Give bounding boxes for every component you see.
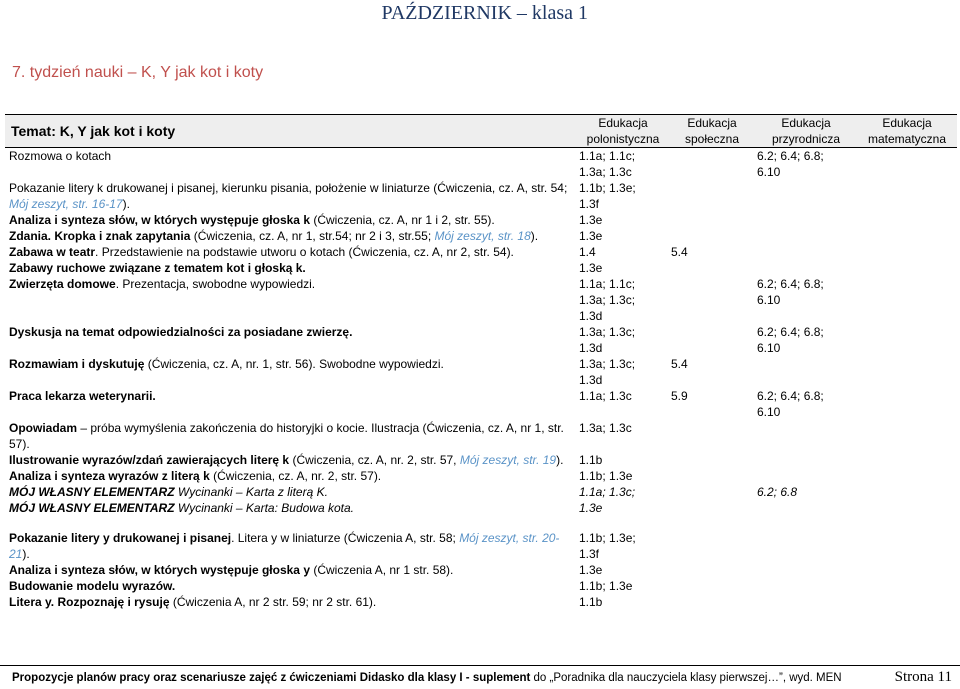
curriculum-code: 1.3d [579,373,603,387]
activity-text: – próba wymyślenia zakończenia do historyjki o kocie. Ilustracja (Ćwiczenia, cz. A, nr 1, str. 57). [9,421,564,451]
curriculum-code: 1.3f [579,197,600,211]
activity-text: Ilustrowanie wyrazów/zdań zawierających literę k [9,453,290,467]
page-footer [0,665,960,689]
edu-matematyczna-cell [857,500,957,516]
activity-text: MÓJ WŁASNY ELEMENTARZ [9,485,175,499]
activity-cell [5,324,577,356]
edu-spoleczna-cell [669,594,755,610]
edu-spoleczna-cell [669,388,755,420]
edu-matematyczna-cell [857,260,957,276]
edu-spoleczna-cell [669,180,755,212]
edu-przyrodnicza-cell [755,500,857,516]
activity-text: MÓJ WŁASNY ELEMENTARZ [9,501,175,515]
activity-text: Zabawa w teatr [9,245,96,259]
activity-text: (Ćwiczenia, cz. A, nr. 1, str. 56). Swobodne wypowiedzi. [144,357,444,371]
activity-text: Rozmawiam i dyskutuję [9,357,145,371]
table-row [5,452,957,468]
activity-cell [5,516,577,530]
table-row [5,468,957,484]
edu-przyrodnicza-cell [755,516,857,530]
curriculum-code: 1.1a; 1.1c; [579,277,636,291]
activity-text: (Ćwiczenia A, nr 2 str. 59; nr 2 str. 61). [169,595,377,609]
edu-polonistyczna-cell [577,148,669,181]
table-spacer-row [5,516,957,530]
edu-spoleczna-cell [669,228,755,244]
activity-text: (Ćwiczenia, cz. A, nr. 2, str. 57). [209,469,382,483]
edu-przyrodnicza-cell [755,244,857,260]
edu-polonistyczna-cell [577,578,669,594]
edu-spoleczna-cell [669,244,755,260]
activity-text: . Przedstawienie na podstawie utworu o kotach (Ćwiczenia, cz. A, nr 2, str. 54). [95,245,514,259]
table-body [5,148,957,611]
edu-polonistyczna-cell [577,484,669,500]
curriculum-code: 6.2; 6.4; 6.8; [757,277,824,291]
activity-text: . Litera y w liniaturze (Ćwiczenia A, str. 58; [231,531,460,545]
curriculum-code: 1.1b [579,453,603,467]
footer-text-rest: do „Poradnika dla nauczyciela klasy pierwszej…”, wyd. MEN [530,672,842,684]
edu-przyrodnicza-cell [755,594,857,610]
activity-cell [5,276,577,324]
table-row [5,388,957,420]
curriculum-code: 5.4 [671,245,688,259]
curriculum-code: 1.1a; 1.3c; [579,485,636,499]
activity-text: Zabawy ruchowe związane z tematem kot i głoską k. [9,261,306,275]
curriculum-code: 5.4 [671,357,688,371]
edu-spoleczna-cell [669,452,755,468]
curriculum-code: 1.1b; 1.3e [579,579,633,593]
edu-polonistyczna-cell [577,420,669,452]
activity-text: (Ćwiczenia A, nr 1 str. 58). [310,563,454,577]
curriculum-code: 1.3a; 1.3c; [579,293,636,307]
activity-cell [5,468,577,484]
table-row [5,180,957,212]
activity-text: Zdania. Kropka i znak zapytania [9,229,191,243]
week-title: 7. tydzień nauki – K, Y jak kot i koty [12,64,264,81]
edu-polonistyczna-cell [577,500,669,516]
activity-text: ). [22,547,30,561]
table-row [5,484,957,500]
edu-spoleczna-cell [669,578,755,594]
activity-text: Wycinanki – Karta: Budowa kota. [174,501,354,515]
edu-matematyczna-cell [857,452,957,468]
col-header-polonistyczna: Edukacja polonistyczna [577,115,669,148]
table-row [5,228,957,244]
activity-cell [5,228,577,244]
edu-matematyczna-cell [857,228,957,244]
edu-polonistyczna-cell [577,562,669,578]
curriculum-code: 1.3a; 1.3c; [579,357,636,371]
col-header-matematyczna: Edukacja matematyczna [857,115,957,148]
curriculum-code: 6.10 [757,405,781,419]
curriculum-code: 1.3a; 1.3c [579,421,632,435]
activity-text: Analiza i synteza słów, w których występuje głoska k [9,213,310,227]
edu-spoleczna-cell [669,148,755,181]
curriculum-code: 1.3a; 1.3c [579,165,632,179]
edu-przyrodnicza-cell [755,148,857,181]
table-row [5,276,957,324]
edu-przyrodnicza-cell [755,324,857,356]
topic-heading: Temat: K, Y jak kot i koty [5,115,577,148]
activity-text: (Ćwiczenia, cz. A, nr. 2, str. 57, [289,453,460,467]
edu-przyrodnicza-cell [755,484,857,500]
activity-text: Pokazanie litery k drukowanej i pisanej, kierunku pisania, położenie w liniaturze (Ćwiczenia, cz. A, str. 54; [9,181,568,195]
edu-przyrodnicza-cell [755,388,857,420]
activity-text: Litera y. Rozpoznaję i rysuję [9,595,170,609]
activity-cell [5,180,577,212]
table-row [5,594,957,610]
curriculum-code: 1.3e [579,213,603,227]
edu-przyrodnicza-cell [755,452,857,468]
edu-polonistyczna-cell [577,356,669,388]
activity-text: Zwierzęta domowe [9,277,116,291]
curriculum-code: 6.2; 6.8 [757,485,798,499]
activity-text: Praca lekarza weterynarii. [9,389,156,403]
activity-text: Pokazanie litery y drukowanej i pisanej [9,531,232,545]
curriculum-code: 1.4 [579,245,596,259]
footer-page-number: Strona 11 [894,669,952,685]
edu-polonistyczna-cell [577,530,669,562]
edu-przyrodnicza-cell [755,356,857,388]
activity-text: Analiza i synteza słów, w których występuje głoska y [9,563,310,577]
table-row [5,244,957,260]
table-row [5,420,957,452]
activity-text: (Ćwiczenia, cz. A, nr 1, str.54; nr 2 i 3, str.55; [190,229,435,243]
curriculum-code: 1.1a; 1.1c; [579,149,636,163]
edu-spoleczna-cell [669,260,755,276]
curriculum-code: 1.1b [579,595,603,609]
edu-przyrodnicza-cell [755,468,857,484]
curriculum-code: 1.3e [579,261,603,275]
table-row [5,500,957,516]
edu-matematyczna-cell [857,180,957,212]
col-header-spoleczna: Edukacja społeczna [669,115,755,148]
edu-matematyczna-cell [857,388,957,420]
edu-matematyczna-cell [857,212,957,228]
edu-przyrodnicza-cell [755,420,857,452]
edu-matematyczna-cell [857,530,957,562]
curriculum-code: 6.2; 6.4; 6.8; [757,149,824,163]
edu-matematyczna-cell [857,578,957,594]
table-row [5,562,957,578]
col-header-przyrodnicza: Edukacja przyrodnicza [755,115,857,148]
edu-polonistyczna-cell [577,594,669,610]
activity-text: ). [530,229,539,243]
edu-matematyczna-cell [857,562,957,578]
activity-text: Rozmowa o kotach [9,149,112,163]
page-header-title: PAŹDZIERNIK – klasa 1 [381,2,588,24]
activity-text: Opowiadam [9,421,78,435]
activity-cell [5,244,577,260]
edu-polonistyczna-cell [577,468,669,484]
edu-spoleczna-cell [669,212,755,228]
curriculum-code: 6.10 [757,165,781,179]
edu-spoleczna-cell [669,420,755,452]
curriculum-code: 5.9 [671,389,688,403]
edu-matematyczna-cell [857,244,957,260]
curriculum-code: 1.3f [579,547,600,561]
table-row [5,356,957,388]
edu-matematyczna-cell [857,516,957,530]
edu-polonistyczna-cell [577,452,669,468]
curriculum-code: 6.10 [757,341,781,355]
table-row [5,324,957,356]
activity-text: Mój zeszyt, str. 20-21 [9,531,560,561]
activity-text: Analiza i synteza wyrazów z literą k [9,469,210,483]
activity-text: . Prezentacja, swobodne wypowiedzi. [115,277,316,291]
edu-spoleczna-cell [669,516,755,530]
activity-cell [5,260,577,276]
curriculum-code: 1.3e [579,229,603,243]
edu-przyrodnicza-cell [755,562,857,578]
edu-przyrodnicza-cell [755,228,857,244]
activity-cell [5,388,577,420]
table-row [5,578,957,594]
edu-polonistyczna-cell [577,244,669,260]
activity-cell [5,562,577,578]
activity-cell [5,500,577,516]
edu-matematyczna-cell [857,148,957,181]
activity-text: ). [556,453,564,467]
edu-matematyczna-cell [857,468,957,484]
curriculum-code: 6.2; 6.4; 6.8; [757,325,824,339]
edu-matematyczna-cell [857,276,957,324]
edu-polonistyczna-cell [577,516,669,530]
activity-text: Mój zeszyt, str. 16-17 [9,197,123,211]
edu-matematyczna-cell [857,594,957,610]
curriculum-code: 1.1b; 1.3e; [579,181,636,195]
table-row [5,148,957,181]
edu-polonistyczna-cell [577,180,669,212]
edu-spoleczna-cell [669,530,755,562]
table-row [5,530,957,562]
edu-spoleczna-cell [669,484,755,500]
edu-spoleczna-cell [669,356,755,388]
curriculum-code: 6.2; 6.4; 6.8; [757,389,824,403]
activity-cell [5,484,577,500]
edu-przyrodnicza-cell [755,260,857,276]
edu-polonistyczna-cell [577,212,669,228]
curriculum-code: 1.3d [579,341,603,355]
curriculum-code: 1.1b; 1.3e; [579,531,636,545]
curriculum-code: 1.3e [579,563,603,577]
edu-spoleczna-cell [669,324,755,356]
activity-text: Mój zeszyt, str. 19 [459,453,557,467]
edu-przyrodnicza-cell [755,212,857,228]
table-row [5,260,957,276]
footer-text [12,672,842,684]
activity-cell [5,212,577,228]
curriculum-code: 1.3a; 1.3c; [579,325,636,339]
edu-przyrodnicza-cell [755,530,857,562]
activity-text: Dyskusja na temat odpowiedzialności za posiadane zwierzę. [9,325,353,339]
edu-spoleczna-cell [669,276,755,324]
edu-przyrodnicza-cell [755,180,857,212]
activity-cell [5,148,577,181]
edu-polonistyczna-cell [577,388,669,420]
edu-matematyczna-cell [857,420,957,452]
activity-text: Wycinanki – Karta z literą K. [174,485,328,499]
edu-spoleczna-cell [669,562,755,578]
activity-text: Mój zeszyt, str. 18 [434,229,531,243]
table-header-row [5,115,957,148]
activity-text: ). [122,197,130,211]
curriculum-code: 6.10 [757,293,781,307]
lesson-plan-table [5,114,957,610]
edu-przyrodnicza-cell [755,276,857,324]
edu-spoleczna-cell [669,500,755,516]
edu-matematyczna-cell [857,356,957,388]
curriculum-code: 1.3e [579,501,603,515]
activity-text: (Ćwiczenia, cz. A, nr 1 i 2, str. 55). [310,213,495,227]
curriculum-code: 1.1b; 1.3e [579,469,633,483]
edu-spoleczna-cell [669,468,755,484]
activity-text: Budowanie modelu wyrazów. [9,579,176,593]
edu-matematyczna-cell [857,484,957,500]
edu-matematyczna-cell [857,324,957,356]
footer-text-bold: Propozycje planów pracy oraz scenariusze zajęć z ćwiczeniami Didasko dla klasy I - suplement [12,672,531,684]
edu-polonistyczna-cell [577,276,669,324]
curriculum-code: 1.1a; 1.3c [579,389,632,403]
edu-polonistyczna-cell [577,324,669,356]
activity-cell [5,594,577,610]
activity-cell [5,578,577,594]
edu-przyrodnicza-cell [755,578,857,594]
activity-cell [5,452,577,468]
activity-cell [5,530,577,562]
activity-cell [5,420,577,452]
edu-polonistyczna-cell [577,228,669,244]
curriculum-code: 1.3d [579,309,603,323]
edu-polonistyczna-cell [577,260,669,276]
activity-cell [5,356,577,388]
table-row [5,212,957,228]
